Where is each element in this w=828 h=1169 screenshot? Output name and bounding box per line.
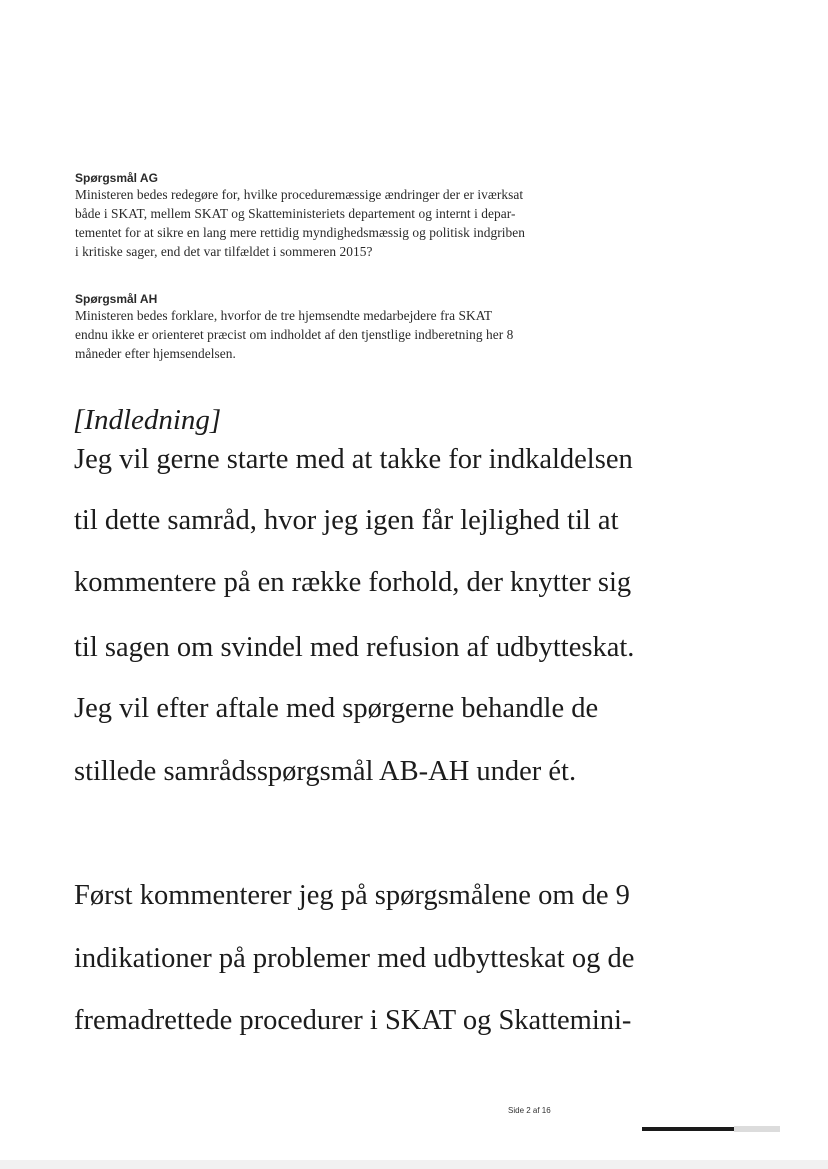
speech-line: fremadrettede procedurer i SKAT og Skattemini- [74, 1005, 632, 1036]
question-ah-line: endnu ikke er orienteret præcist om indholdet af den tjenstlige indberetning her 8 [75, 327, 514, 342]
question-ag-line: i kritiske sager, end det var tilfældet i sommeren 2015? [75, 244, 373, 259]
speech-line: Jeg vil gerne starte med at takke for indkaldelsen [74, 444, 633, 475]
question-ah-line: måneder efter hjemsendelsen. [75, 346, 236, 361]
question-ag-line: både i SKAT, mellem SKAT og Skatteministeriets departement og internt i depar- [75, 206, 516, 221]
speech-line: Jeg vil efter aftale med spørgerne behandle de [74, 693, 599, 724]
footer-rule-light [734, 1126, 780, 1132]
question-ah-heading: Spørgsmål AH [75, 292, 158, 306]
question-ah-line: Ministeren bedes forklare, hvorfor de tre hjemsendte medarbejdere fra SKAT [75, 308, 493, 323]
speech-line: indikationer på problemer med udbytteskat og de [74, 943, 635, 974]
question-ag-line: tementet for at sikre en lang mere rettidig myndighedsmæssig og politisk indgriben [75, 225, 525, 240]
scan-edge [0, 1160, 828, 1169]
section-label-indledning: [Indledning] [73, 404, 222, 436]
speech-line: Først kommenterer jeg på spørgsmålene om de 9 [74, 880, 630, 911]
speech-line: til sagen om svindel med refusion af udbytteskat. [74, 632, 635, 663]
speech-line: stillede samrådsspørgsmål AB-AH under ét. [74, 756, 577, 787]
footer-rule [642, 1127, 734, 1131]
speech-line: kommentere på en række forhold, der knytter sig [74, 567, 632, 598]
question-ag-heading: Spørgsmål AG [75, 171, 158, 185]
page-number: Side 2 af 16 [508, 1106, 551, 1115]
speech-line: til dette samråd, hvor jeg igen får lejlighed til at [74, 505, 619, 536]
question-ag-line: Ministeren bedes redegøre for, hvilke proceduremæssige ændringer der er iværksat [75, 187, 524, 202]
